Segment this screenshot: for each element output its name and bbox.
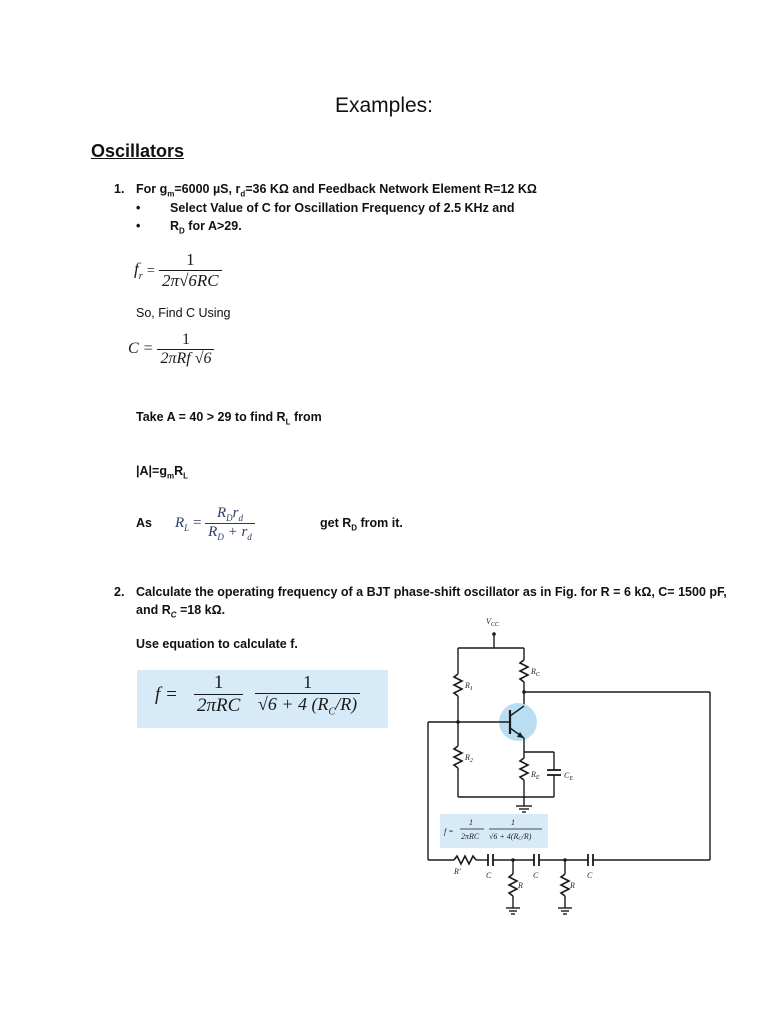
eq1-equals: = (146, 263, 155, 279)
eq1-den-a: 2π (162, 271, 180, 290)
c2-label: C (533, 871, 539, 880)
bullet-2-b: for A>29. (184, 219, 242, 233)
text-use-equation: Use equation to calculate f. (136, 637, 298, 651)
freq-eq-den2-sub: C (328, 706, 336, 718)
c1-label: C (486, 871, 492, 880)
mini-eq-num2: 1 (511, 818, 515, 827)
mini-eq-num1: 1 (469, 818, 473, 827)
take-a-text: Take A = 40 > 29 to find R (136, 410, 286, 424)
freq-eq-den1: 2πRC (194, 694, 243, 717)
take-a-text-b: from (290, 410, 322, 424)
freq-eq-den2 (255, 693, 360, 718)
eq3-num-sub1: D (226, 513, 233, 523)
eq1-lhs: f (134, 259, 139, 279)
example-1-number: 1. (114, 182, 125, 196)
eq1-numerator: 1 (186, 250, 195, 269)
freq-eq-num1: 1 (213, 672, 224, 693)
freq-eq-den2-end: /R) (335, 694, 358, 714)
example-2-number: 2. (114, 585, 125, 599)
mini-eq-den2: √6 + 4(RC/R) (489, 832, 532, 842)
gain-sub-m: m (166, 471, 175, 481)
gain-equation (136, 464, 188, 481)
text-find-c: So, Find C Using (136, 306, 231, 320)
r2-resistor (454, 746, 462, 768)
r1-label: $R_1$ (465, 681, 473, 692)
eq3-equals: = (192, 514, 202, 531)
equation-fr (134, 250, 222, 291)
gain-a: |A|=g (136, 464, 167, 478)
rg1-resistor (509, 874, 517, 896)
bullet-2-text (170, 219, 242, 236)
eq2-numerator: 1 (181, 331, 190, 348)
rprime-resistor (454, 856, 476, 864)
mini-eq-den1: 2πRC (461, 832, 480, 841)
rprime-label: R' (454, 867, 461, 876)
page-title: Examples: (334, 94, 434, 117)
eq3-numerator (205, 505, 255, 523)
gain-sub-l: L (183, 471, 189, 481)
bullet-2-sub: D (179, 226, 185, 236)
freq-eq-num2: 1 (303, 672, 313, 692)
line2-a: and R (136, 603, 171, 617)
prob-sub-d: d (240, 189, 246, 199)
eq1-sqrt: √ (179, 271, 189, 290)
eq1-fraction (159, 250, 222, 291)
text-take-a (136, 410, 322, 427)
ce-label: $C_E$ (564, 771, 574, 782)
get-b: from it. (357, 516, 403, 530)
get-a: get R (320, 516, 352, 530)
rc-resistor (520, 660, 528, 682)
eq3-den-sub2: d (247, 532, 252, 542)
example-1-problem (136, 182, 537, 199)
re-label: $R_E$ (531, 770, 540, 781)
rg1-label: R (518, 881, 523, 890)
phase-shift-oscillator-schematic (410, 612, 730, 922)
eq3-num-sub2: d (238, 513, 243, 523)
take-a-sub: L (285, 417, 291, 427)
r1-resistor (454, 674, 462, 696)
mini-eq-lhs: f = (444, 827, 454, 836)
eq3-lhs-sub: L (184, 522, 190, 533)
eq3-denominator (205, 523, 255, 542)
prob-text-c: =36 KΩ and Feedback Network Element R=12 KΩ (245, 182, 537, 196)
eq2-denominator: 2πRf √6 (157, 349, 214, 368)
freq-eq-frac2 (255, 672, 360, 718)
eq1-denominator (159, 270, 222, 291)
line2-sub: C (170, 610, 177, 620)
bullet-1-text: Select Value of C for Oscillation Frequency of 2.5 KHz and (170, 201, 515, 215)
prob-text-a: For g (136, 182, 168, 196)
freq-eq-frac1 (194, 672, 243, 717)
bullet-2-a: R (170, 219, 180, 233)
equation-c (128, 331, 214, 368)
text-as: As (136, 516, 152, 530)
eq1-lhs-sub: r (138, 270, 143, 282)
example-2-line2 (136, 603, 225, 620)
vcc-label: $V_{CC}$ (486, 617, 499, 628)
eq3-den-b: + r (223, 524, 248, 540)
rg2-label: R (570, 881, 575, 890)
eq2-lhs: C = (128, 340, 154, 358)
eq3-lhs: R (175, 514, 185, 531)
get-sub: D (351, 523, 358, 533)
r2-label: $R_2$ (465, 753, 473, 764)
mini-equation-box (440, 814, 548, 848)
eq1-den-b: 6RC (188, 271, 219, 290)
c3-label: C (587, 871, 593, 880)
prob-sub-m: m (167, 189, 175, 199)
bullet-dot-1: • (136, 201, 141, 215)
prob-text-b: =6000 µS, r (174, 182, 241, 196)
bullet-dot-2: • (136, 219, 141, 233)
rc-label: $R_C$ (531, 667, 540, 678)
eq3-fraction (205, 505, 255, 542)
equation-rl (175, 505, 255, 542)
freq-eq-den2-a: √6 + 4 (R (258, 694, 329, 714)
eq3-num-a: R (216, 505, 227, 521)
section-heading: Oscillators (91, 141, 185, 161)
frequency-equation-box (137, 670, 388, 728)
freq-eq-lhs: f = (155, 684, 178, 705)
example-2-line1: Calculate the operating frequency of a BJT phase-shift oscillator as in Fig. for R = 6 kΩ, C= 1500 pF, (136, 585, 727, 599)
text-get-rd (320, 516, 403, 533)
eq3-den-a: R (208, 524, 218, 540)
re-resistor (520, 758, 528, 780)
line2-b: =18 kΩ. (176, 603, 226, 617)
rg2-resistor (561, 874, 569, 896)
eq3-den-sub1: D (217, 532, 224, 542)
eq2-fraction (157, 331, 214, 368)
gain-b: R (174, 464, 184, 478)
eq3-num-b: r (232, 505, 239, 521)
